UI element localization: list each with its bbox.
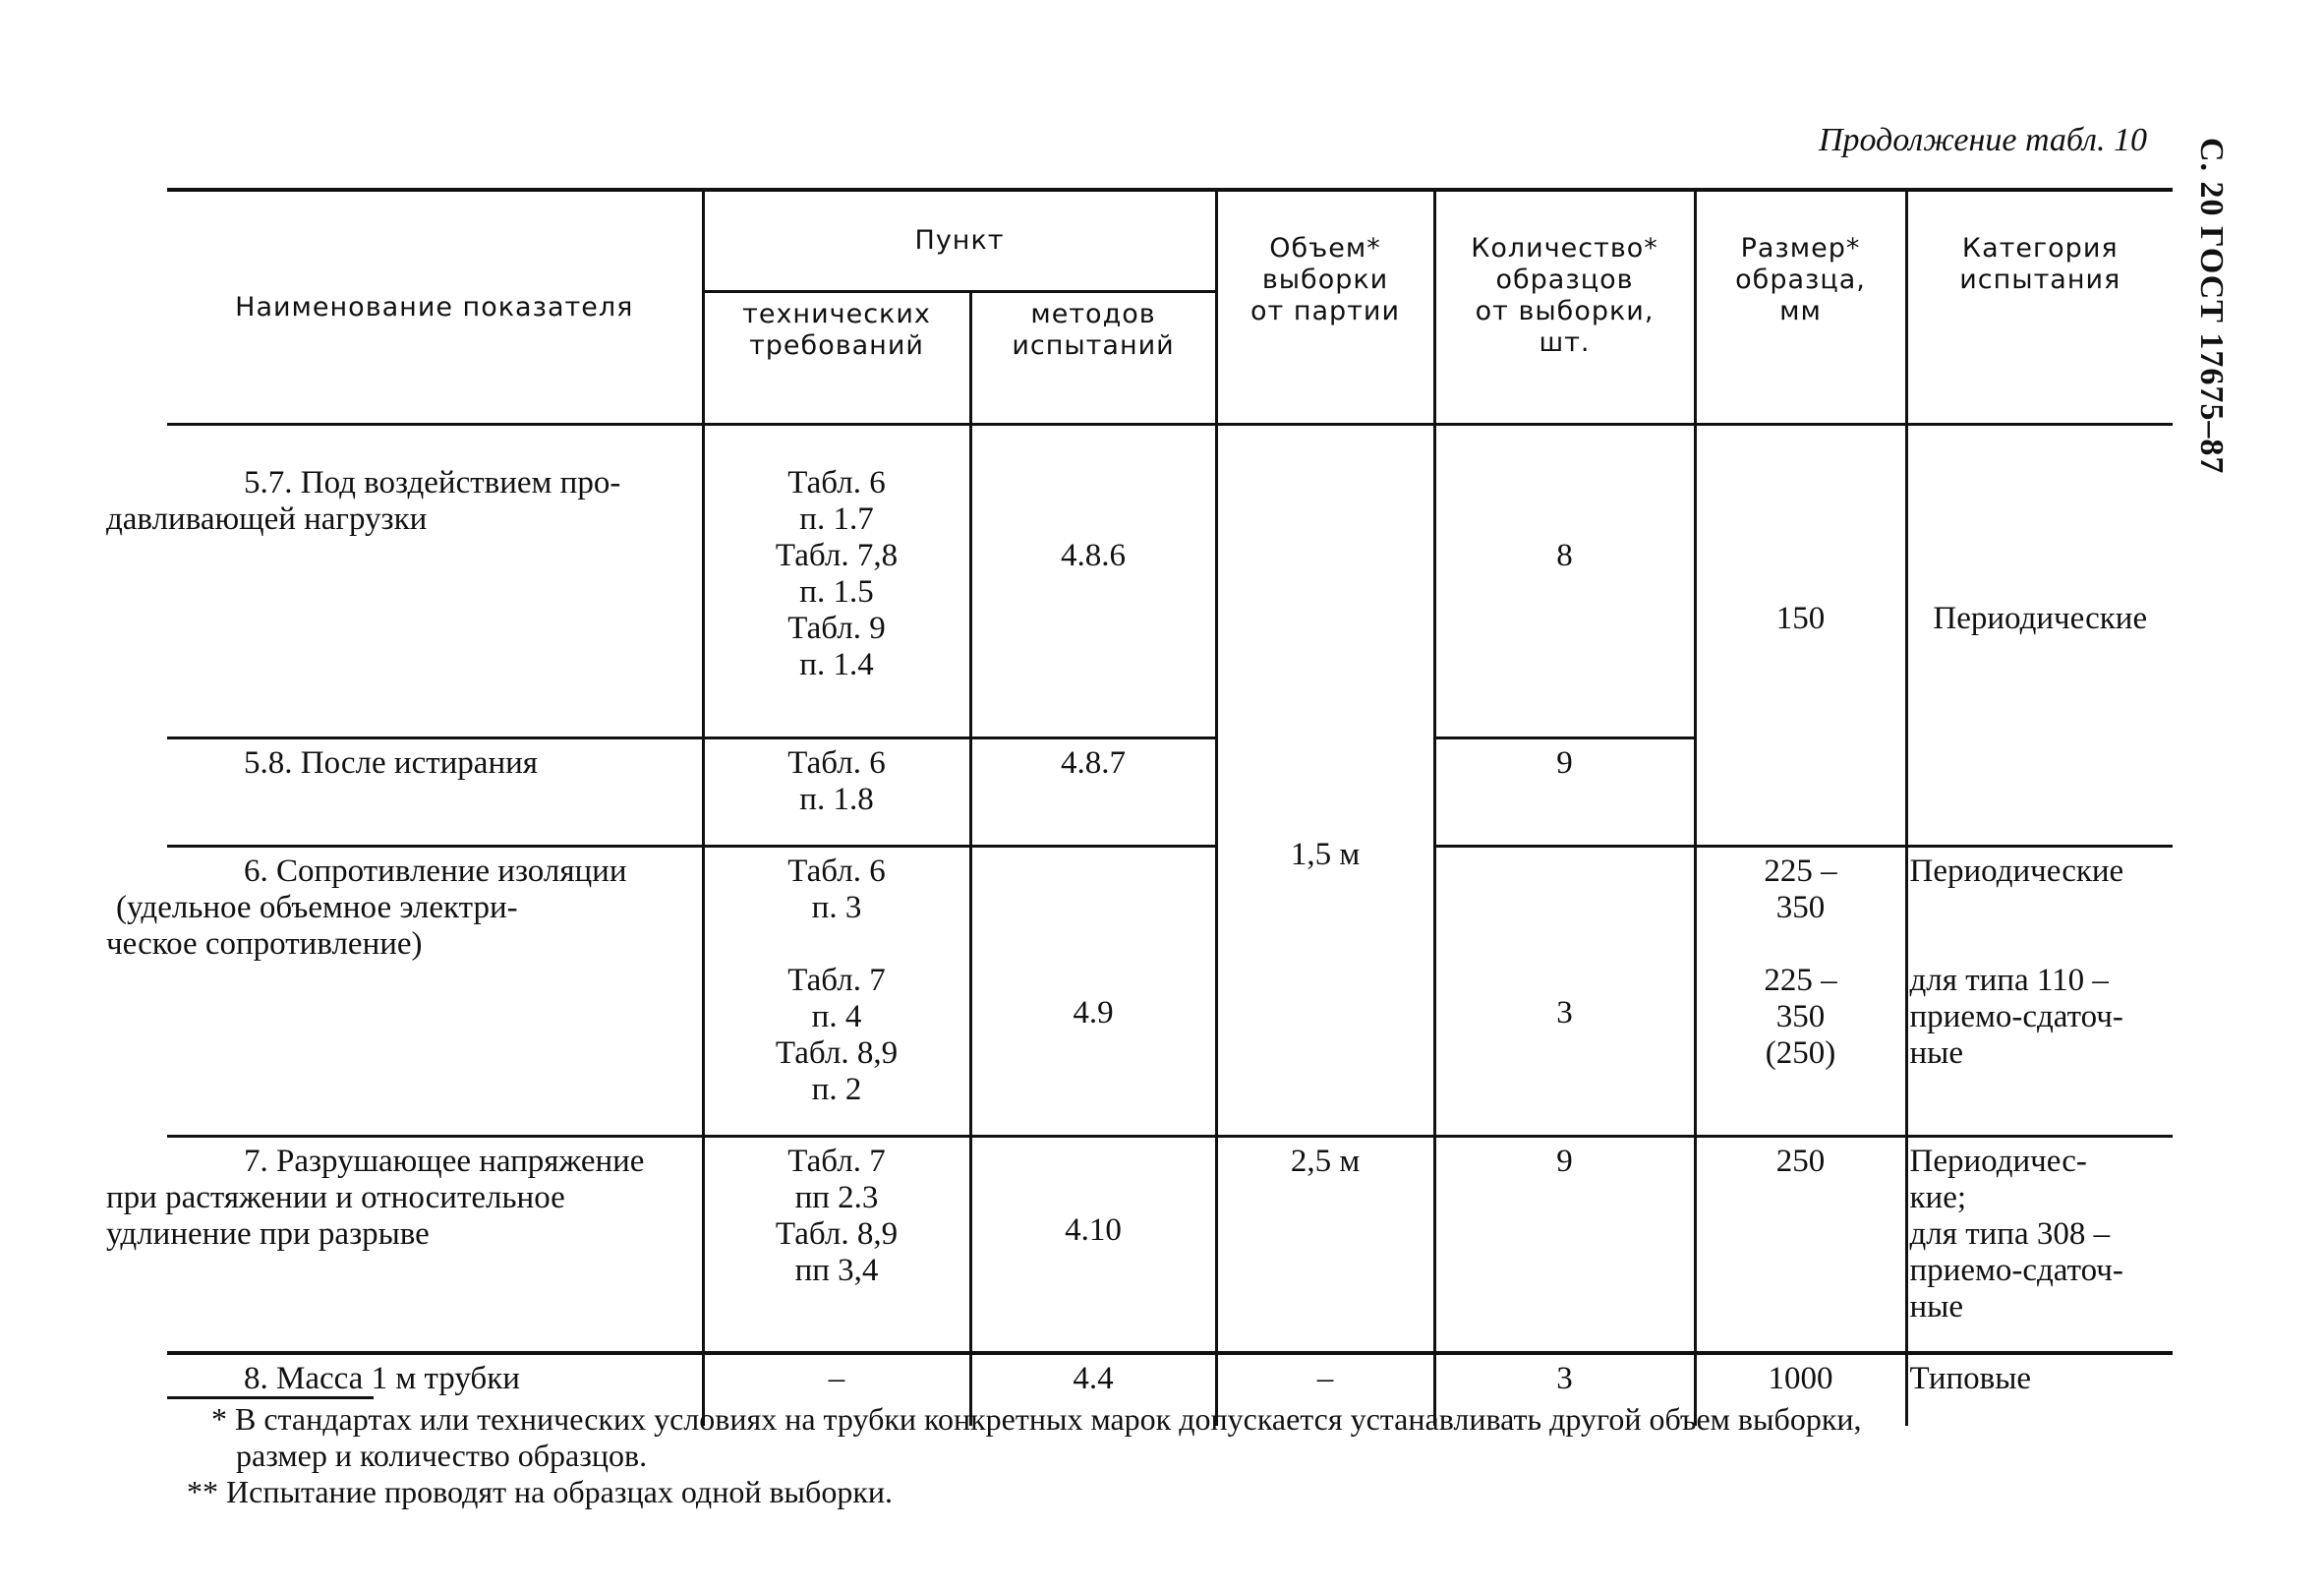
row-5-7-tech: Табл. 6 п. 1.7 Табл. 7,8 п. 1.5 Табл. 9 п. 1.4 xyxy=(703,425,970,738)
row-5-8-quantity: 9 xyxy=(1434,738,1695,847)
row-5-size-shared: 150 xyxy=(1695,425,1906,847)
row-7-volume: 2,5 м xyxy=(1216,1137,1434,1354)
row-8-category: Типовые xyxy=(1906,1353,2173,1426)
row-6-quantity: 3 xyxy=(1434,847,1695,1137)
row-5-8-method: 4.8.7 xyxy=(970,738,1216,847)
col-header-punkt-methods: методов испытаний xyxy=(970,292,1216,425)
footnotes xyxy=(187,1401,1862,1510)
row-7-size: 250 xyxy=(1695,1137,1906,1354)
col-header-punkt: Пункт xyxy=(703,190,1216,292)
row-8-quantity: 3 xyxy=(1434,1353,1695,1426)
footnote-rule xyxy=(167,1396,374,1399)
col-header-volume: Объем* выборки от партии xyxy=(1216,190,1434,425)
row-8-method: 4.4 xyxy=(970,1353,1216,1426)
row-7-method: 4.10 xyxy=(970,1137,1216,1354)
row-8-name: 8. Масса 1 м трубки xyxy=(167,1353,703,1426)
footnote-1: * В стандартах или технических условиях на трубки конкретных марок допускается устанавливать другой объем выборки, размер и количество образцов. xyxy=(211,1401,1862,1473)
row-8-size: 1000 xyxy=(1695,1353,1906,1426)
col-header-name: Наименование показателя xyxy=(167,190,703,425)
volume-cell-shared: 1,5 м xyxy=(1216,425,1434,1137)
col-header-size: Размер* образца, мм xyxy=(1695,190,1906,425)
row-7-quantity: 9 xyxy=(1434,1137,1695,1354)
continuation-title: Продолжение табл. 10 xyxy=(1818,122,2147,158)
table-row xyxy=(167,425,2173,738)
row-7-name: 7. Разрушающее напряжение при растяжении и относительное удлинение при разрыве xyxy=(167,1137,703,1354)
row-6-method: 4.9 xyxy=(970,847,1216,1137)
row-6-name: 6. Сопротивление изоляции (удельное объемное электри- ческое сопротивление) xyxy=(167,847,703,1137)
row-6-tech: Табл. 6 п. 3 Табл. 7 п. 4 Табл. 8,9 п. 2 xyxy=(703,847,970,1137)
side-page-title: С. 20 ГОСТ 17675–87 xyxy=(2193,138,2230,475)
row-8-volume: – xyxy=(1216,1353,1434,1426)
test-table xyxy=(106,188,2173,1426)
row-5-category-shared: Периодические xyxy=(1906,425,2173,847)
table-row xyxy=(167,1137,2173,1354)
row-6-category: Периодические для типа 110 – приемо-сдаточ- ные xyxy=(1906,847,2173,1137)
row-6-size: 225 – 350 225 – 350 (250) xyxy=(1695,847,1906,1137)
col-header-category: Категория испытания xyxy=(1906,190,2173,425)
row-5-8-name: 5.8. После истирания xyxy=(167,738,703,847)
row-5-7-method: 4.8.6 xyxy=(970,425,1216,738)
row-8-tech: – xyxy=(703,1353,970,1426)
footnote-2: ** Испытание проводят на образцах одной выборки. xyxy=(187,1474,893,1509)
row-5-8-tech: Табл. 6 п. 1.8 xyxy=(703,738,970,847)
table-row xyxy=(167,847,2173,1137)
row-7-category: Периодичес- кие; для типа 308 – приемо-сдаточ- ные xyxy=(1906,1137,2173,1354)
row-7-tech: Табл. 7 пп 2.3 Табл. 8,9 пп 3,4 xyxy=(703,1137,970,1354)
row-5-7-name: 5.7. Под воздействием про- давливающей нагрузки xyxy=(167,425,703,738)
row-5-7-quantity: 8 xyxy=(1434,425,1695,738)
col-header-punkt-tech: технических требований xyxy=(703,292,970,425)
col-header-quantity: Количество* образцов от выборки, шт. xyxy=(1434,190,1695,425)
